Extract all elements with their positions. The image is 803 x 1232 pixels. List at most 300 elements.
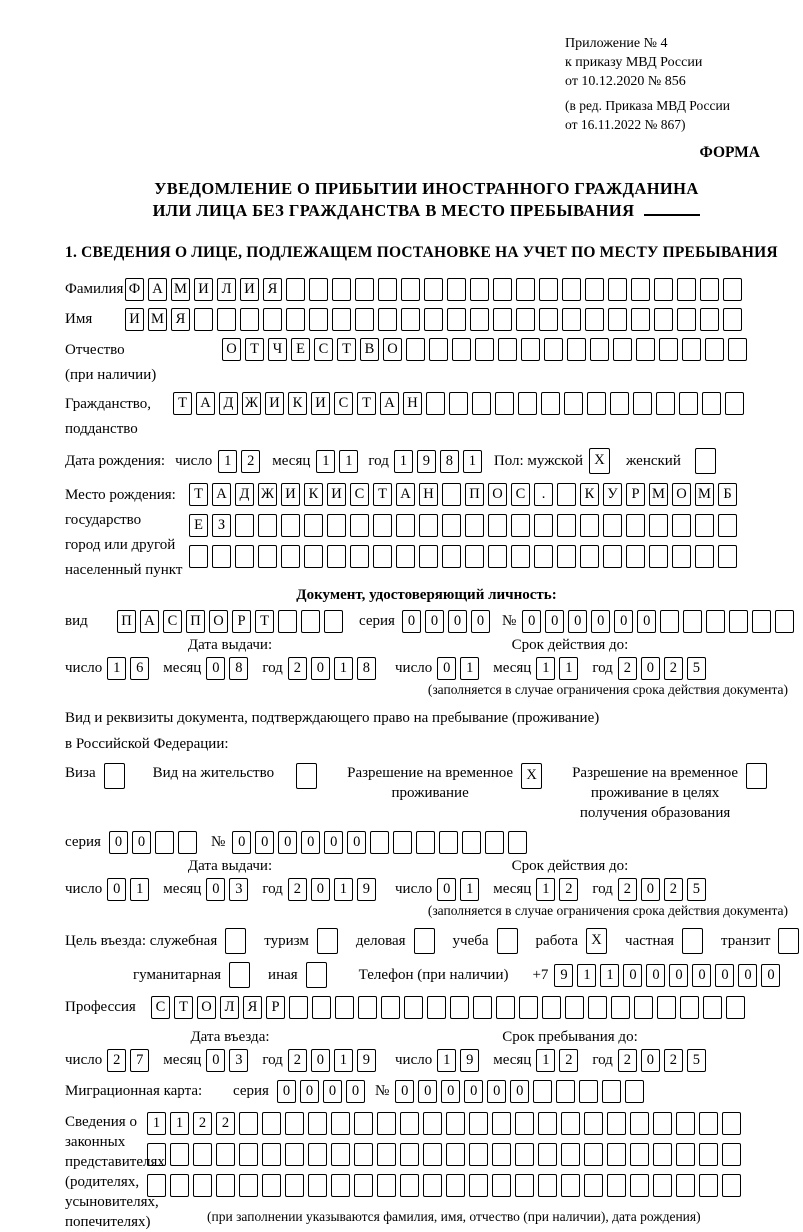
cell[interactable] (631, 308, 650, 331)
cell[interactable]: 2 (216, 1112, 235, 1135)
doc-valid-year-cells[interactable] (618, 657, 710, 680)
cell[interactable] (511, 514, 530, 537)
cell[interactable] (562, 278, 581, 301)
cell[interactable] (508, 831, 527, 854)
cell[interactable]: 1 (460, 657, 479, 680)
cell[interactable]: 9 (357, 1049, 376, 1072)
cell[interactable] (317, 928, 338, 954)
cell[interactable]: 0 (471, 610, 490, 633)
cell[interactable] (358, 996, 377, 1019)
cell[interactable]: 0 (311, 1049, 330, 1072)
cell[interactable]: 6 (130, 657, 149, 680)
birth-year-cells[interactable] (394, 450, 486, 473)
cell[interactable] (296, 763, 317, 789)
cell[interactable]: 0 (637, 610, 656, 633)
cell[interactable] (672, 545, 691, 568)
cell[interactable] (556, 1080, 575, 1103)
cell[interactable] (331, 1143, 350, 1166)
cell[interactable] (493, 278, 512, 301)
cell[interactable]: 0 (425, 610, 444, 633)
cell[interactable] (327, 514, 346, 537)
cell[interactable]: Ж (258, 483, 277, 506)
cell[interactable] (488, 545, 507, 568)
cell[interactable]: 0 (346, 1080, 365, 1103)
cell[interactable] (301, 610, 320, 633)
cell[interactable]: Д (235, 483, 254, 506)
cell[interactable] (465, 545, 484, 568)
cell[interactable]: Я (263, 278, 282, 301)
cell[interactable] (446, 1174, 465, 1197)
cell[interactable] (281, 514, 300, 537)
cell[interactable]: 0 (614, 610, 633, 633)
cell[interactable] (472, 392, 491, 415)
cell[interactable] (541, 392, 560, 415)
cell[interactable] (580, 514, 599, 537)
cell[interactable] (439, 831, 458, 854)
doc-type-cells[interactable] (117, 610, 347, 633)
cell[interactable]: 2 (664, 878, 683, 901)
cell[interactable] (354, 1143, 373, 1166)
residence-permit-checkbox[interactable] (296, 763, 321, 789)
cell[interactable] (262, 1112, 281, 1135)
cell[interactable]: 0 (418, 1080, 437, 1103)
cell[interactable] (728, 338, 747, 361)
cell[interactable]: 0 (510, 1080, 529, 1103)
cell[interactable] (485, 831, 504, 854)
cell[interactable] (542, 996, 561, 1019)
cell[interactable] (147, 1143, 166, 1166)
cell[interactable] (630, 1112, 649, 1135)
cell[interactable]: Б (718, 483, 737, 506)
cell[interactable] (429, 338, 448, 361)
cell[interactable]: Т (337, 338, 356, 361)
stay-until-month-cells[interactable] (536, 1049, 582, 1072)
cell[interactable] (516, 278, 535, 301)
cell[interactable] (216, 1174, 235, 1197)
stay-issue-year-cells[interactable] (288, 878, 380, 901)
cell[interactable] (608, 308, 627, 331)
purpose-transit-checkbox[interactable] (778, 928, 803, 954)
cell[interactable] (178, 831, 197, 854)
cell[interactable]: 0 (545, 610, 564, 633)
cell[interactable] (699, 1112, 718, 1135)
cell[interactable] (426, 392, 445, 415)
cell[interactable] (564, 392, 583, 415)
cell[interactable]: 1 (460, 878, 479, 901)
cell[interactable] (515, 1174, 534, 1197)
cell[interactable] (677, 308, 696, 331)
stay-issue-day-cells[interactable] (107, 878, 153, 901)
cell[interactable]: А (140, 610, 159, 633)
cell[interactable]: Л (217, 278, 236, 301)
cell[interactable]: . (534, 483, 553, 506)
cell[interactable]: 2 (664, 1049, 683, 1072)
cell[interactable] (588, 996, 607, 1019)
cell[interactable] (212, 545, 231, 568)
cell[interactable]: Е (189, 514, 208, 537)
cell[interactable] (401, 308, 420, 331)
cell[interactable]: Т (373, 483, 392, 506)
cell[interactable] (654, 278, 673, 301)
cell[interactable] (488, 514, 507, 537)
cell[interactable]: 1 (334, 878, 353, 901)
cell[interactable] (630, 1174, 649, 1197)
cell[interactable]: 1 (463, 450, 482, 473)
cell[interactable]: Д (219, 392, 238, 415)
purpose-study-checkbox[interactable] (497, 928, 522, 954)
cell[interactable] (193, 1174, 212, 1197)
cell[interactable] (312, 996, 331, 1019)
cell[interactable] (630, 1143, 649, 1166)
cell[interactable] (335, 996, 354, 1019)
cell[interactable] (700, 308, 719, 331)
cell[interactable]: 2 (664, 657, 683, 680)
cell[interactable] (515, 1112, 534, 1135)
cell[interactable] (580, 545, 599, 568)
cell[interactable] (677, 278, 696, 301)
stay-until-day-cells[interactable] (437, 1049, 483, 1072)
cell[interactable] (695, 448, 716, 474)
female-checkbox[interactable] (695, 448, 720, 474)
cell[interactable]: Е (291, 338, 310, 361)
cell[interactable] (170, 1174, 189, 1197)
cell[interactable]: 0 (623, 964, 642, 987)
cell[interactable]: Т (173, 392, 192, 415)
cell[interactable]: 8 (440, 450, 459, 473)
cell[interactable] (683, 610, 702, 633)
cell[interactable]: 1 (536, 878, 555, 901)
cell[interactable] (649, 545, 668, 568)
cell[interactable] (447, 278, 466, 301)
temp-permit-checkbox[interactable] (521, 763, 546, 789)
reps-cells-row-1[interactable] (147, 1112, 745, 1135)
cell[interactable] (350, 514, 369, 537)
cell[interactable] (718, 514, 737, 537)
cell[interactable] (723, 308, 742, 331)
cell[interactable] (308, 1143, 327, 1166)
cell[interactable]: И (265, 392, 284, 415)
cell[interactable] (239, 1112, 258, 1135)
cell[interactable] (653, 1174, 672, 1197)
cell[interactable] (498, 338, 517, 361)
cell[interactable] (682, 338, 701, 361)
cell[interactable]: Н (419, 483, 438, 506)
cell[interactable] (706, 610, 725, 633)
cell[interactable] (309, 278, 328, 301)
cell[interactable]: И (311, 392, 330, 415)
birthplace-cells-row-2[interactable] (189, 514, 741, 537)
cell[interactable] (695, 545, 714, 568)
cell[interactable] (469, 1174, 488, 1197)
cell[interactable]: М (171, 278, 190, 301)
cell[interactable]: А (380, 392, 399, 415)
cell[interactable] (373, 514, 392, 537)
cell[interactable] (104, 763, 125, 789)
cell[interactable] (676, 1112, 695, 1135)
doc-issue-year-cells[interactable] (288, 657, 380, 680)
cell[interactable]: 2 (107, 1049, 126, 1072)
mig-series-cells[interactable] (277, 1080, 369, 1103)
cell[interactable]: С (350, 483, 369, 506)
cell[interactable] (285, 1143, 304, 1166)
cell[interactable] (377, 1112, 396, 1135)
cell[interactable] (449, 392, 468, 415)
profession-cells[interactable] (151, 996, 749, 1019)
cell[interactable]: 1 (170, 1112, 189, 1135)
cell[interactable] (400, 1174, 419, 1197)
cell[interactable]: 1 (394, 450, 413, 473)
cell[interactable] (557, 545, 576, 568)
temp-permit-edu-checkbox[interactable] (746, 763, 771, 789)
name-cells[interactable] (125, 308, 746, 331)
patronymic-cells[interactable] (222, 338, 751, 361)
cell[interactable] (515, 1143, 534, 1166)
purpose-tourism-checkbox[interactable] (317, 928, 342, 954)
cell[interactable] (653, 1143, 672, 1166)
cell[interactable] (377, 1143, 396, 1166)
cell[interactable] (611, 996, 630, 1019)
cell[interactable] (492, 1112, 511, 1135)
cell[interactable] (354, 1112, 373, 1135)
cell[interactable] (419, 545, 438, 568)
cell[interactable]: 9 (357, 878, 376, 901)
cell[interactable] (607, 1112, 626, 1135)
cell[interactable]: 0 (568, 610, 587, 633)
cell[interactable] (672, 514, 691, 537)
cell[interactable] (281, 545, 300, 568)
cell[interactable] (355, 278, 374, 301)
cell[interactable]: И (194, 278, 213, 301)
cell[interactable]: 0 (402, 610, 421, 633)
cell[interactable] (377, 1174, 396, 1197)
cell[interactable]: 1 (577, 964, 596, 987)
cell[interactable] (327, 545, 346, 568)
cell[interactable] (289, 996, 308, 1019)
entry-month-cells[interactable] (206, 1049, 252, 1072)
cell[interactable]: 0 (347, 831, 366, 854)
cell[interactable]: 9 (417, 450, 436, 473)
cell[interactable]: 2 (559, 1049, 578, 1072)
cell[interactable] (496, 996, 515, 1019)
cell[interactable] (442, 514, 461, 537)
cell[interactable] (170, 1143, 189, 1166)
cell[interactable]: 0 (669, 964, 688, 987)
cell[interactable]: С (151, 996, 170, 1019)
entry-day-cells[interactable] (107, 1049, 153, 1072)
cell[interactable] (699, 1174, 718, 1197)
purpose-humanitarian-checkbox[interactable] (229, 962, 254, 988)
stay-series-cells[interactable] (109, 831, 201, 854)
cell[interactable]: 0 (278, 831, 297, 854)
cell[interactable]: Л (220, 996, 239, 1019)
cell[interactable]: 0 (324, 831, 343, 854)
cell[interactable]: 3 (229, 1049, 248, 1072)
cell[interactable]: 2 (618, 878, 637, 901)
cell[interactable] (626, 514, 645, 537)
cell[interactable]: Ф (125, 278, 144, 301)
cell[interactable]: 0 (206, 1049, 225, 1072)
cell[interactable] (475, 338, 494, 361)
cell[interactable] (561, 1112, 580, 1135)
cell[interactable]: О (222, 338, 241, 361)
birthplace-cells-row-3[interactable] (189, 545, 741, 568)
cell[interactable] (682, 928, 703, 954)
cell[interactable]: 8 (357, 657, 376, 680)
cell[interactable] (533, 1080, 552, 1103)
cell[interactable] (680, 996, 699, 1019)
cell[interactable]: 0 (107, 878, 126, 901)
cell[interactable]: 7 (130, 1049, 149, 1072)
cell[interactable]: 1 (339, 450, 358, 473)
purpose-other-checkbox[interactable] (306, 962, 331, 988)
cell[interactable]: 2 (618, 1049, 637, 1072)
cell[interactable] (424, 308, 443, 331)
cell[interactable] (469, 1143, 488, 1166)
cell[interactable]: 0 (277, 1080, 296, 1103)
cell[interactable]: 1 (559, 657, 578, 680)
cell[interactable]: К (580, 483, 599, 506)
cell[interactable] (308, 1174, 327, 1197)
cell[interactable]: К (288, 392, 307, 415)
cell[interactable] (607, 1143, 626, 1166)
cell[interactable] (610, 392, 629, 415)
cell[interactable]: 0 (448, 610, 467, 633)
cell[interactable]: К (304, 483, 323, 506)
cell[interactable] (584, 1174, 603, 1197)
cell[interactable]: В (360, 338, 379, 361)
cell[interactable]: 2 (618, 657, 637, 680)
reps-cells-row-2[interactable] (147, 1143, 745, 1166)
cell[interactable] (350, 545, 369, 568)
cell[interactable] (404, 996, 423, 1019)
cell[interactable] (657, 996, 676, 1019)
cell[interactable]: 0 (232, 831, 251, 854)
cell[interactable]: 0 (641, 878, 660, 901)
cell[interactable] (656, 392, 675, 415)
cell[interactable] (452, 338, 471, 361)
cell[interactable] (332, 308, 351, 331)
cell[interactable] (718, 545, 737, 568)
cell[interactable] (240, 308, 259, 331)
cell[interactable]: 0 (437, 657, 456, 680)
cell[interactable] (442, 545, 461, 568)
cell[interactable]: А (148, 278, 167, 301)
cell[interactable] (590, 338, 609, 361)
cell[interactable] (608, 278, 627, 301)
cell[interactable] (423, 1143, 442, 1166)
cell[interactable]: 3 (229, 878, 248, 901)
cell[interactable]: 5 (687, 1049, 706, 1072)
cell[interactable]: А (212, 483, 231, 506)
cell[interactable]: 1 (536, 657, 555, 680)
cell[interactable] (427, 996, 446, 1019)
cell[interactable] (446, 1143, 465, 1166)
cell[interactable] (585, 278, 604, 301)
stay-number-cells[interactable] (232, 831, 531, 854)
cell[interactable] (538, 1112, 557, 1135)
cell[interactable] (262, 1174, 281, 1197)
cell[interactable] (278, 610, 297, 633)
cell[interactable] (587, 392, 606, 415)
cell[interactable]: И (281, 483, 300, 506)
cell[interactable]: З (212, 514, 231, 537)
cell[interactable] (286, 308, 305, 331)
cell[interactable]: 2 (288, 1049, 307, 1072)
cell[interactable]: 0 (437, 878, 456, 901)
cell[interactable] (539, 308, 558, 331)
cell[interactable] (497, 928, 518, 954)
cell[interactable] (567, 338, 586, 361)
cell[interactable] (370, 831, 389, 854)
cell[interactable] (729, 610, 748, 633)
cell[interactable] (462, 831, 481, 854)
cell[interactable]: 0 (206, 878, 225, 901)
cell[interactable]: 0 (206, 657, 225, 680)
cell[interactable] (424, 278, 443, 301)
cell[interactable]: 5 (687, 878, 706, 901)
cell[interactable]: 9 (554, 964, 573, 987)
cell[interactable] (511, 545, 530, 568)
cell[interactable] (493, 308, 512, 331)
stay-valid-day-cells[interactable] (437, 878, 483, 901)
cell[interactable]: 0 (323, 1080, 342, 1103)
cell[interactable] (775, 610, 794, 633)
cell[interactable]: 1 (334, 1049, 353, 1072)
cell[interactable] (636, 338, 655, 361)
cell[interactable] (676, 1143, 695, 1166)
cell[interactable]: X (589, 448, 610, 474)
cell[interactable]: П (465, 483, 484, 506)
cell[interactable]: 0 (646, 964, 665, 987)
cell[interactable]: 0 (692, 964, 711, 987)
cell[interactable]: О (197, 996, 216, 1019)
cell[interactable]: П (117, 610, 136, 633)
cell[interactable] (416, 831, 435, 854)
cell[interactable] (534, 514, 553, 537)
cell[interactable] (229, 962, 250, 988)
cell[interactable] (308, 1112, 327, 1135)
cell[interactable] (631, 278, 650, 301)
cell[interactable] (155, 831, 174, 854)
cell[interactable] (189, 545, 208, 568)
cell[interactable]: 0 (441, 1080, 460, 1103)
cell[interactable] (679, 392, 698, 415)
stay-valid-month-cells[interactable] (536, 878, 582, 901)
cell[interactable] (465, 514, 484, 537)
cell[interactable]: И (327, 483, 346, 506)
cell[interactable] (518, 392, 537, 415)
purpose-private-checkbox[interactable] (682, 928, 707, 954)
cell[interactable] (626, 545, 645, 568)
cell[interactable] (235, 545, 254, 568)
cell[interactable]: Т (174, 996, 193, 1019)
cell[interactable] (147, 1174, 166, 1197)
cell[interactable] (521, 338, 540, 361)
doc-issue-day-cells[interactable] (107, 657, 153, 680)
cell[interactable] (725, 392, 744, 415)
visa-checkbox[interactable] (104, 763, 129, 789)
cell[interactable] (332, 278, 351, 301)
cell[interactable] (492, 1174, 511, 1197)
mig-number-cells[interactable] (395, 1080, 648, 1103)
cell[interactable]: 0 (255, 831, 274, 854)
cell[interactable]: С (334, 392, 353, 415)
cell[interactable]: Я (171, 308, 190, 331)
cell[interactable] (469, 1112, 488, 1135)
cell[interactable] (702, 392, 721, 415)
cell[interactable] (544, 338, 563, 361)
cell[interactable]: 0 (311, 878, 330, 901)
